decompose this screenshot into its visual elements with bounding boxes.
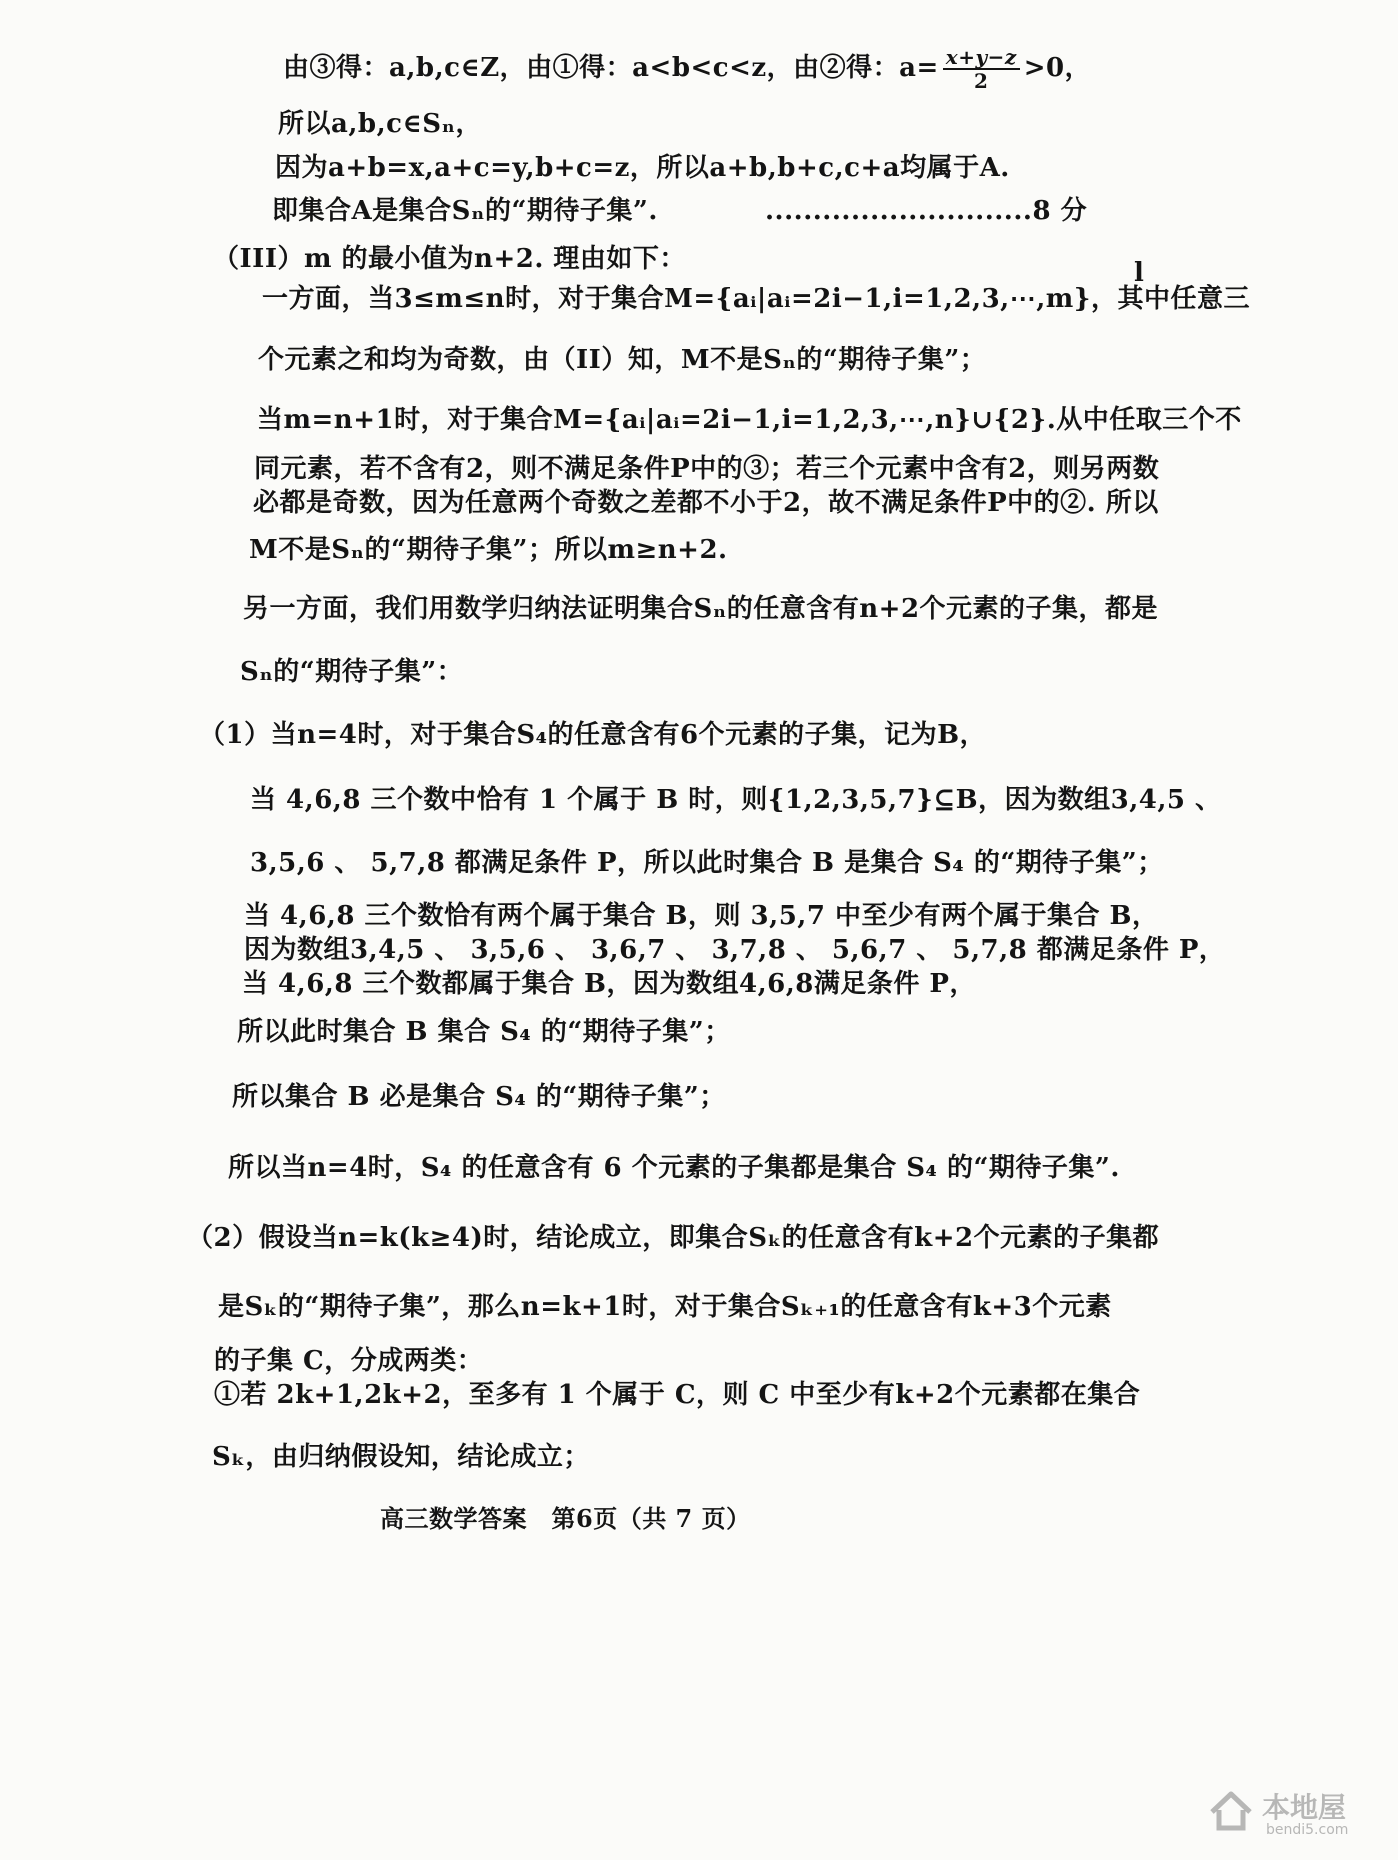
line-19: 当 4,6,8 三个数都属于集合 B，因为数组4,6,8满足条件 P，: [242, 969, 976, 999]
watermark: [1202, 1784, 1372, 1846]
margin-mark: l: [1134, 258, 1144, 288]
watermark-url: bendi5.com: [1266, 1822, 1349, 1838]
line-13: Sₙ的“期待子集”：: [240, 657, 464, 687]
line-7: 个元素之和均为奇数，由（II）知，M不是Sₙ的“期待子集”；: [258, 345, 987, 375]
line-18: 因为数组3,4,5 、 3,5,6 、 3,6,7 、 3,7,8 、 5,6,7 、 5,7,8 都满足条件 P，: [244, 935, 1226, 965]
line-27: Sₖ，由归纳假设知，结论成立；: [212, 1442, 590, 1472]
line-4: 即集合A是集合Sₙ的“期待子集”.: [272, 196, 658, 226]
line-12: 另一方面，我们用数学归纳法证明集合Sₙ的任意含有n+2个元素的子集，都是: [243, 594, 1159, 624]
line-3: 因为a+b=x,a+c=y,b+c=z，所以a+b,b+c,c+a均属于A.: [275, 153, 1010, 183]
line-2: 所以a,b,c∈Sₙ，: [278, 109, 482, 139]
line-10: 必都是奇数，因为任意两个奇数之差都不小于2，故不满足条件P中的②. 所以: [253, 488, 1159, 518]
line-5: （III）m 的最小值为n+2. 理由如下：: [213, 244, 686, 274]
line-14: （1）当n=4时，对于集合S₄的任意含有6个元素的子集，记为B，: [199, 720, 987, 750]
line-20: 所以此时集合 B 集合 S₄ 的“期待子集”；: [237, 1017, 731, 1047]
line-8: 当m=n+1时，对于集合M={aᵢ|aᵢ=2i−1,i=1,2,3,⋯,n}∪{2}.从中任取三个不: [257, 405, 1242, 435]
line-23: （2）假设当n=k(k≥4)时，结论成立，即集合Sₖ的任意含有k+2个元素的子集都: [187, 1223, 1160, 1253]
line-1: 由③得：a,b,c∈Z，由①得：a<b<c<z，由②得：a= $\frac{x+y-z}{2}$ >0，: [283, 45, 1092, 93]
line-21: 所以集合 B 必是集合 S₄ 的“期待子集”；: [232, 1082, 726, 1112]
line-25: 的子集 C，分成两类：: [214, 1346, 484, 1376]
line-15: 当 4,6,8 三个数中恰有 1 个属于 B 时，则{1,2,3,5,7}⊆B，因为数组3,4,5 、: [250, 785, 1222, 815]
line-11: M不是Sₙ的“期待子集”；所以m≥n+2.: [249, 535, 728, 565]
line-9: 同元素，若不含有2，则不满足条件P中的③；若三个元素中含有2，则另两数: [254, 454, 1160, 484]
line-17: 当 4,6,8 三个数恰有两个属于集合 B，则 3,5,7 中至少有两个属于集合 B，: [244, 901, 1159, 931]
house-logo-icon: [1208, 1788, 1254, 1834]
page-footer: 高三数学答案 第6页（共 7 页）: [380, 1504, 751, 1533]
line-26: ①若 2k+1,2k+2，至多有 1 个属于 C，则 C 中至少有k+2个元素都在集合: [214, 1380, 1141, 1410]
line-16: 3,5,6 、 5,7,8 都满足条件 P，所以此时集合 B 是集合 S₄ 的“期待子集”；: [250, 848, 1164, 878]
watermark-name: 本地屋: [1262, 1791, 1347, 1824]
line-24: 是Sₖ的“期待子集”，那么n=k+1时，对于集合Sₖ₊₁的任意含有k+3个元素: [218, 1292, 1112, 1322]
line-6: 一方面，当3≤m≤n时，对于集合M={aᵢ|aᵢ=2i−1,i=1,2,3,⋯,m}，其中任意三: [262, 284, 1251, 314]
line-22: 所以当n=4时，S₄ 的任意含有 6 个元素的子集都是集合 S₄ 的“期待子集”.: [228, 1153, 1120, 1183]
score-mark: ............................8 分: [765, 196, 1088, 226]
fraction: $\frac{x+y-z}{2}$: [943, 46, 1020, 92]
